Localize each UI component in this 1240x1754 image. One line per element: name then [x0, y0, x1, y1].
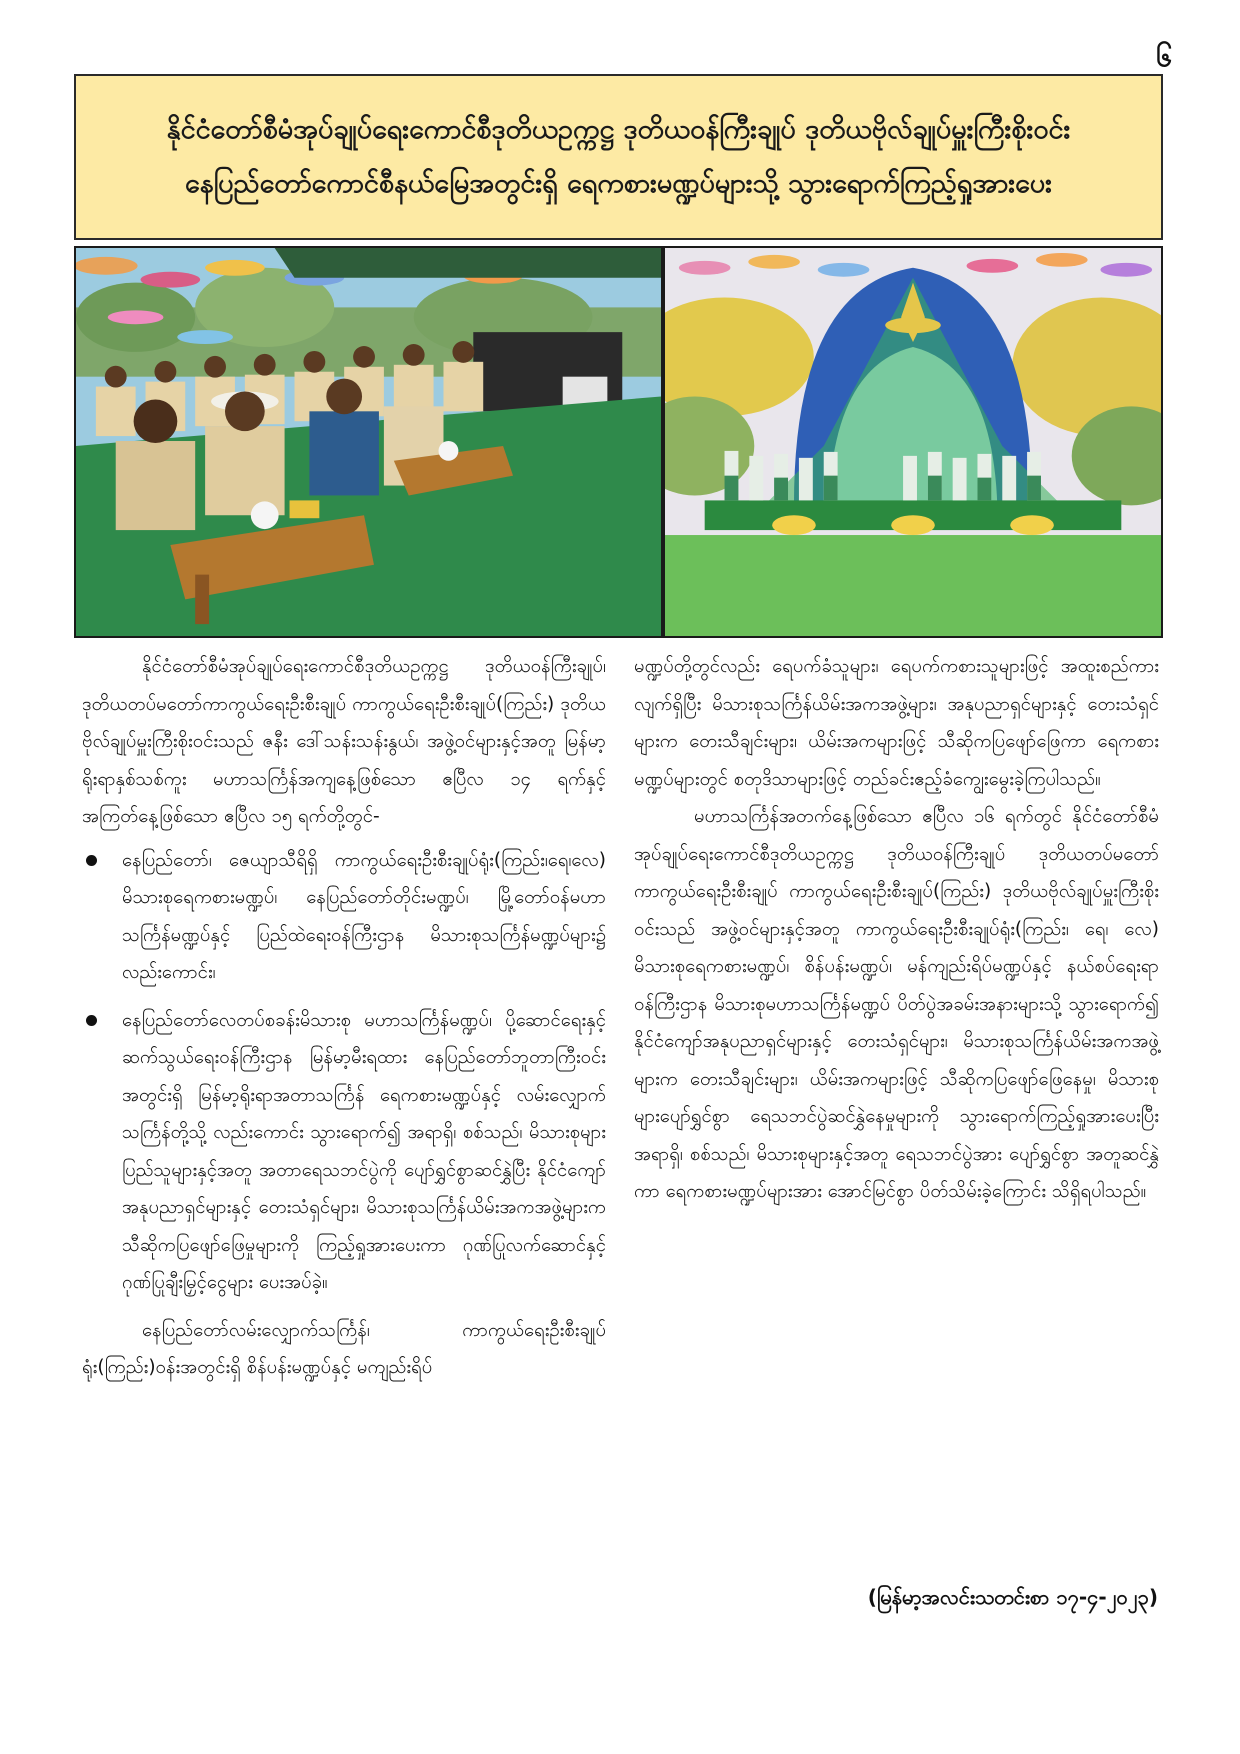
- bullet-text: နေပြည်တော်လေတပ်စခန်းမိသားစု မဟာသင်္ကြန်မဏ္ဍပ်၊ ပို့ဆောင်ရေးနှင့် ဆက်သွယ်ရေးဝန်ကြီးဌာန မြန်မာ့မီးရထား နေပြည်တော်ဘူတာကြီးဝင်းအတွင်းရှိ မြန်မာ့ရိုးရာအတာသင်္ကြန် ရေကစားမဏ္ဍပ်နှင့် လမ်းလျှောက်သင်္ကြန်တို့သို့ လည်းကောင်း သွားရောက်၍ အရာရှိ၊ စစ်သည်၊ မိသားစုများပြည်သူများနှင့်အတူ အတာရေသဘင်ပွဲကို ပျော်ရွှင်စွာဆင်နွှဲပြီး နိုင်ငံကျော်အနုပညာရှင်များနှင့် တေးသံရှင်များ၊ မိသားစုသင်္ကြန်ယိမ်းအကအဖွဲ့များက သီဆိုကပြဖျော်ဖြေမှုများကို ကြည့်ရှုအားပေးကာ ဂုဏ်ပြုလက်ဆောင်နှင့် ဂုဏ်ပြုချီးမြှင့်ငွေများ ပေးအပ်ခဲ့။: [122, 1009, 606, 1293]
- officials-seated-photo: [74, 246, 663, 638]
- bullet-dot-icon: [86, 1015, 97, 1026]
- page-number: ၆: [1156, 40, 1172, 73]
- article-right-column: [634, 648, 1159, 1211]
- article-intro-paragraph: နိုင်ငံတော်စီမံအုပ်ချုပ်ရေးကောင်စီဒုတိယဥက္ကဋ္ဌ ဒုတိယဝန်ကြီးချုပ်၊ ဒုတိယတပ်မတော်ကာကွယ်ရေးဦးစီးချုပ် ကာကွယ်ရေးဦးစီးချုပ်(ကြည်း) ဒုတိယဗိုလ်ချုပ်မှူးကြီးစိုးဝင်းသည် ဇနီး ဒေါ်သန်းသန်းနွယ်၊ အဖွဲ့ဝင်များနှင့်အတူ မြန်မာ့ရိုးရာနှစ်သစ်ကူး မဟာသင်္ကြန်အကျနေ့ဖြစ်သော ဧပြီလ ၁၄ ရက်နှင့် အကြတ်နေ့ဖြစ်သော ဧပြီလ ၁၅ ရက်တို့တွင်-: [82, 656, 606, 827]
- source-citation: (မြန်မာ့အလင်းသတင်းစာ ၁၇-၄-၂၀၂၃): [867, 1585, 1158, 1609]
- article-second-paragraph: မဟာသင်္ကြန်အတက်နေ့ဖြစ်သော ဧပြီလ ၁၆ ရက်တွင် နိုင်ငံတော်စီမံအုပ်ချုပ်ရေးကောင်စီဒုတိယဥက္ကဋ္ဌ ဒုတိယဝန်ကြီးချုပ် ဒုတိယတပ်မတော်ကာကွယ်ရေးဦးစီးချုပ် ကာကွယ်ရေးဦးစီးချုပ်(ကြည်း) ဒုတိယဗိုလ်ချုပ်မှူးကြီးစိုးဝင်းသည် အဖွဲ့ဝင်များနှင့်အတူ ကာကွယ်ရေးဦးစီးချုပ်ရုံး(ကြည်း၊ ရေ၊ လေ) မိသားစုရေကစားမဏ္ဍပ်၊ စိန်ပန်းမဏ္ဍပ်၊ မန်ကျည်းရိပ်မဏ္ဍပ်နှင့် နယ်စပ်ရေးရာဝန်ကြီးဌာန မိသားစုမဟာသင်္ကြန်မဏ္ဍပ် ပိတ်ပွဲအခမ်းအနားများသို့ သွားရောက်၍ နိုင်ငံကျော်အနုပညာရှင်များနှင့် တေးသံရှင်များ၊ မိသားစုသင်္ကြန်ယိမ်းအကအဖွဲ့များက တေးသီချင်းများ၊ ယိမ်းအကများဖြင့် သီဆိုကပြဖျော်ဖြေနေမှု၊ မိသားစုများပျော်ရွှင်စွာ ရေသဘင်ပွဲဆင်နွှဲနေမှုများကို သွားရောက်ကြည့်ရှုအားပေးပြီး အရာရှိ၊ စစ်သည်၊ မိသားစုများနှင့်အတူ ရေသဘင်ပွဲအား ပျော်ရွှင်စွာ အတူဆင်နွှဲကာ ရေကစားမဏ္ဍပ်များအား အောင်မြင်စွာ ပိတ်သိမ်းခဲ့ကြောင်း သိရှိရပါသည်။: [634, 806, 1159, 1202]
- bullet-item: [82, 1002, 606, 1302]
- bullet-dot-icon: [86, 855, 97, 866]
- headline-box: [74, 74, 1163, 240]
- article-closing-paragraph: နေပြည်တော်လမ်းလျှောက်သင်္ကြန်၊ ကာကွယ်ရေးဦးစီးချုပ်ရုံး(ကြည်း)ဝန်းအတွင်းရှိ စိန်ပန်းမဏ္ဍပ်နှင့် မကျည်းရိပ်: [82, 1319, 606, 1378]
- bullet-item: [82, 842, 606, 992]
- article-continuation-paragraph: မဏ္ဍပ်တို့တွင်လည်း ရေပက်ခံသူများ၊ ရေပက်ကစားသူများဖြင့် အထူးစည်ကားလျက်ရှိပြီး မိသားစုသင်္ကြန်ယိမ်းအကအဖွဲ့များ၊ အနုပညာရှင်များနှင့် တေးသံရှင်များက တေးသီချင်းများ၊ ယိမ်းအကများဖြင့် သီဆိုကပြဖျော်ဖြေကာ ရေကစားမဏ္ဍပ်များတွင် စတုဒိသာများဖြင့် တည်ခင်းဧည့်ခံကျွေးမွေးခဲ့ကြပါသည်။: [634, 656, 1159, 790]
- stage-performance-photo: [663, 246, 1163, 638]
- article-left-column: [82, 648, 606, 1387]
- headline-line-1: နိုင်ငံတော်စီမံအုပ်ချုပ်ရေးကောင်စီဒုတိယဥက္ကဋ္ဌ ဒုတိယဝန်ကြီးချုပ် ဒုတိယဗိုလ်ချုပ်မှူးကြီးစိုးဝင်း: [166, 114, 1071, 145]
- headline-line-2: နေပြည်တော်ကောင်စီနယ်မြေအတွင်းရှိ ရေကစားမဏ္ဍပ်များသို့ သွားရောက်ကြည့်ရှုအားပေး: [184, 168, 1053, 199]
- bullet-text: နေပြည်တော်၊ ဇေယျာသီရိရှိ ကာကွယ်ရေးဦးစီးချုပ်ရုံး(ကြည်း၊ရေ၊လေ) မိသားစုရေကစားမဏ္ဍပ်၊ နေပြည်တော်တိုင်းမဏ္ဍပ်၊ မြို့တော်ဝန်မဟာသင်္ကြန်မဏ္ဍပ်နှင့် ပြည်ထဲရေးဝန်ကြီးဌာန မိသားစုသင်္ကြန်မဏ္ဍပ်များ၌ လည်းကောင်း၊: [122, 849, 606, 983]
